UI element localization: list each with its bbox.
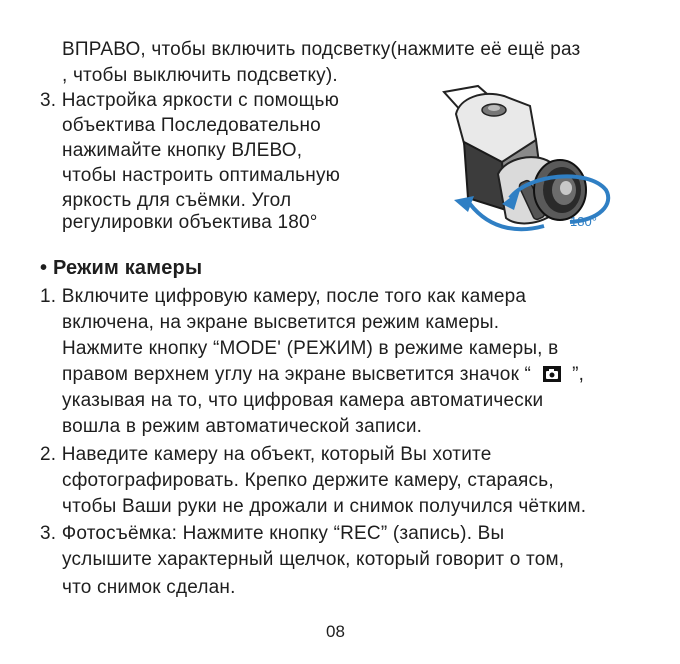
brightness-line-6: регулировки объектива 180° — [62, 212, 318, 233]
brightness-line-2: объектива Последовательно — [62, 115, 321, 136]
rotation-arrow-head-bottom — [454, 196, 474, 212]
step2-line-2: сфотографировать. Крепко держите камеру, стараясь, — [62, 470, 554, 491]
section-title: Режим камеры — [52, 257, 203, 279]
camera-lens-rotation-figure — [410, 82, 635, 250]
section-heading — [40, 255, 202, 281]
brightness-line-4: чтобы настроить оптимальную — [62, 165, 341, 186]
bullet: • — [40, 257, 48, 279]
step3-line-3: что снимок сделан. — [62, 577, 236, 598]
brightness-line-1: 3. Настройка яркости с помощью — [40, 90, 340, 111]
lens-assembly — [534, 160, 586, 220]
camera-mode-icon — [543, 364, 561, 380]
step1-line-3: Нажмите кнопку “MODE' (РЕЖИМ) в режиме камеры, в — [62, 338, 559, 359]
camera-illustration — [410, 82, 635, 250]
step1-line-2: включена, на экране высветится режим камеры. — [62, 312, 500, 333]
step1-line-5: указывая на то, что цифровая камера автоматически — [62, 390, 544, 411]
step1-line-1: 1. Включите цифровую камеру, после того как камера — [40, 286, 527, 307]
intro-line-1: ВПРАВО, чтобы включить подсветку(нажмите её ещё раз — [62, 39, 581, 60]
step3-line-1: 3. Фотосъёмка: Нажмите кнопку “REC” (запись). Вы — [40, 523, 505, 544]
step2-line-1: 2. Наведите камеру на объект, который Вы хотите — [40, 444, 492, 465]
step2-line-3: чтобы Ваши руки не дрожали и снимок получился чётким. — [62, 496, 587, 517]
step1-line-4-text: правом верхнем углу на экране высветится значок “ — [62, 364, 532, 385]
step1-line-4-end: ”, — [572, 364, 585, 385]
brightness-line-5: яркость для съёмки. Угол — [62, 190, 292, 211]
intro-line-2: , чтобы выключить подсветку). — [62, 65, 338, 86]
step1-line-6: вошла в режим автоматической записи. — [62, 416, 423, 437]
page-number: 08 — [326, 622, 345, 641]
brightness-line-3: нажимайте кнопку ВЛЕВО, — [62, 140, 303, 161]
step3-line-2: услышите характерный щелчок, который говорит о том, — [62, 549, 565, 570]
angle-label: 180° — [570, 214, 597, 229]
step1-line-4 — [62, 362, 584, 388]
